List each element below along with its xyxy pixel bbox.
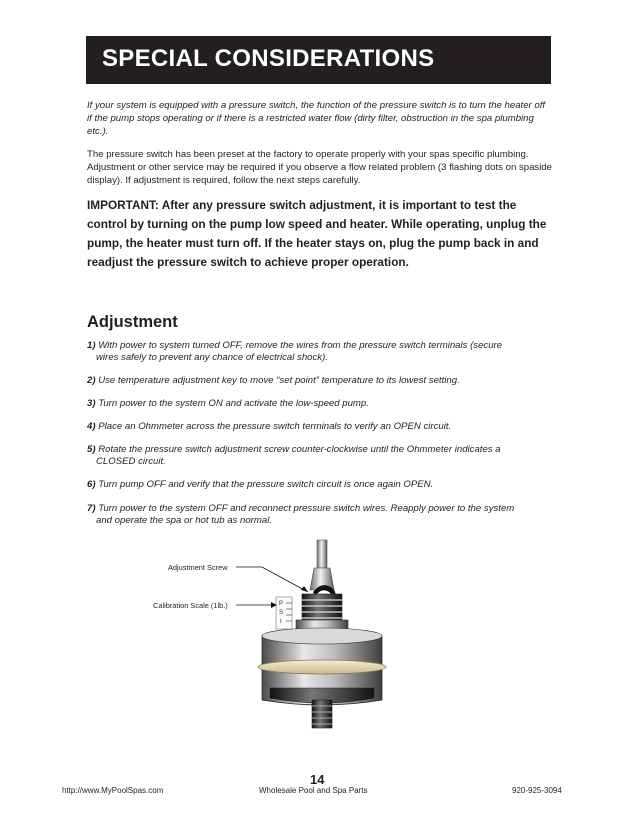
gasket-ring <box>258 660 386 674</box>
step-number: 3) <box>87 398 96 409</box>
step-text: Turn power to the system ON and activate the low-speed pump. <box>98 398 369 409</box>
step-item <box>87 340 557 364</box>
page-number: 14 <box>310 772 325 787</box>
step-text: Rotate the pressure switch adjustment screw counter-clockwise until the Ohmmeter indicates a <box>98 444 501 455</box>
step-number: 4) <box>87 421 96 432</box>
step-number: 1) <box>87 340 96 351</box>
step-text-continued: CLOSED circuit. <box>96 456 166 467</box>
page-title: SPECIAL CONSIDERATIONS <box>102 45 435 72</box>
step-item <box>87 503 557 527</box>
intro-paragraph-1: If your system is equipped with a pressure switch, the function of the pressure switch is to turn the heater off if the pump stops operating or if there is a restricted water flow (dirty filter, obstruction in the spa plumbing etc.). <box>87 100 546 137</box>
scale-letter-p: P <box>279 601 284 607</box>
step-text: Turn pump OFF and verify that the pressure switch circuit is once again OPEN. <box>98 479 434 490</box>
footer-url[interactable]: http://www.MyPoolSpas.com <box>62 786 164 795</box>
threaded-fitting <box>312 700 332 728</box>
spring-threads <box>302 594 342 620</box>
step-item <box>87 375 557 387</box>
pressure-switch-diagram <box>0 530 638 755</box>
step-number: 2) <box>87 375 96 386</box>
important-notice: IMPORTANT: After any pressure switch adjustment, it is important to test the control by turning on the pump low speed and heater. While operating, unplug the pump, the heater must turn off. If the heater stays on, plug the pump back in and readjust the pressure switch to achieve proper operation. <box>87 198 547 269</box>
step-text-continued: wires safely to prevent any chance of electrical shock). <box>96 352 328 363</box>
footer-phone: 920-925-3094 <box>512 786 562 795</box>
callout-calibration-scale: Calibration Scale (1lb.) <box>153 601 228 610</box>
step-item <box>87 421 557 433</box>
scale-letter-s: S <box>279 610 284 616</box>
step-text: Use temperature adjustment key to move “set point” temperature to its lowest setting. <box>98 375 460 386</box>
step-text: Place an Ohmmeter across the pressure switch terminals to verify an OPEN circuit. <box>98 421 452 432</box>
step-item <box>87 479 557 491</box>
section-banner <box>86 36 551 84</box>
adjustment-rod <box>310 540 334 590</box>
step-item <box>87 444 557 468</box>
step-text: Turn power to the system OFF and reconnect pressure switch wires. Reapply power to the system <box>98 503 515 514</box>
leader-line-screw <box>236 567 308 592</box>
callout-adjustment-screw: Adjustment Screw <box>168 563 228 572</box>
step-item <box>87 398 557 410</box>
step-text-continued: and operate the spa or hot tub as normal. <box>96 515 272 526</box>
step-number: 7) <box>87 503 96 514</box>
footer-center-text: Wholesale Pool and Spa Parts <box>259 786 368 795</box>
adjustment-heading: Adjustment <box>87 313 178 331</box>
step-text: With power to system turned OFF, remove the wires from the pressure switch terminals (secure <box>98 340 503 351</box>
scale-letter-i: I <box>280 619 282 625</box>
step-number: 6) <box>87 479 96 490</box>
intro-paragraph-2: The pressure switch has been preset at the factory to operate properly with your spas specific plumbing. Adjustment or other service may be required if you observe a flow related problem (3 flashing dots on spaside display). If adjustment is required, follow the next steps carefully. <box>87 149 553 186</box>
step-number: 5) <box>87 444 96 455</box>
